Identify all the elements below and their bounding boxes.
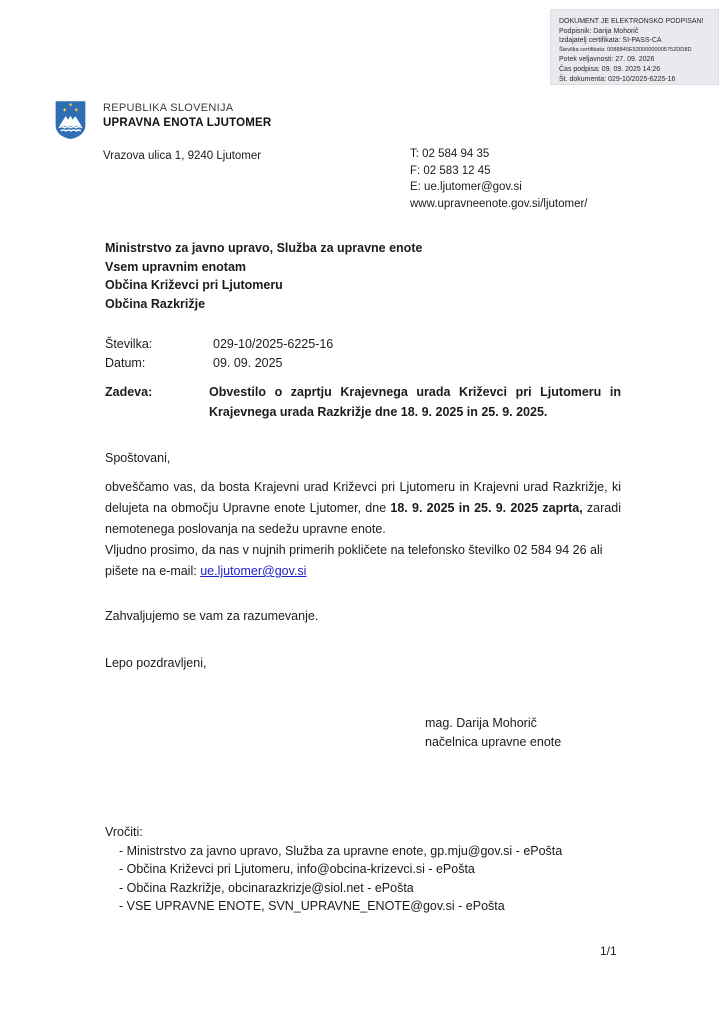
subject-label: Zadeva: bbox=[105, 385, 153, 399]
delivery-item: - VSE UPRAVNE ENOTE, SVN_UPRAVNE_ENOTE@gov.si - ePošta bbox=[119, 899, 505, 913]
stamp-signer: Podpisnik: Darija Mohorič bbox=[559, 27, 639, 35]
signer-title: načelnica upravne enote bbox=[425, 735, 562, 749]
stamp-cert-number: Številka certifikata: 0088845E53000000005752DD8D bbox=[559, 46, 692, 53]
paragraph-text: zaradi nemotenega poslovanja na sedežu upravne enote. bbox=[105, 501, 621, 536]
electronic-signature-stamp bbox=[550, 9, 719, 85]
recipient-line: Občina Križevci pri Ljutomeru bbox=[105, 278, 283, 292]
letterhead-office: UPRAVNA ENOTA LJUTOMER bbox=[103, 117, 272, 129]
recipient-line: Vsem upravnim enotam bbox=[105, 259, 247, 274]
reference-number-label: Številka: bbox=[105, 337, 153, 351]
closure-dates-bold: 18. 9. 2025 in 25. 9. 2025 zaprta, bbox=[390, 501, 583, 515]
letterhead-address: Vrazova ulica 1, 9240 Ljutomer bbox=[103, 150, 262, 162]
stamp-validity: Potek veljavnosti: 27. 09. 2026 bbox=[559, 56, 655, 64]
closing-line: Lepo pozdravljeni, bbox=[105, 656, 207, 670]
contact-email: E: ue.ljutomer@gov.si bbox=[410, 181, 522, 193]
delivery-item: - Ministrstvo za javno upravo, Služba za upravne enote, gp.mju@gov.si - ePošta bbox=[119, 843, 563, 858]
paragraph-contact-info bbox=[105, 540, 621, 582]
reference-date-value: 09. 09. 2025 bbox=[213, 356, 283, 370]
paragraph-closure-notice bbox=[105, 477, 621, 540]
recipient-line: Občina Razkrižje bbox=[105, 296, 206, 311]
contact-phone: T: 02 584 94 35 bbox=[410, 148, 490, 160]
reference-number-value: 029-10/2025-6225-16 bbox=[213, 337, 334, 351]
paragraph-text: obveščamo vas, da bosta Krajevni urad Križevci pri Ljutomeru in Krajevni urad Razkrižje, ki delujeta na območju Upravne enote Ljutomer, dne bbox=[105, 480, 621, 515]
thanks-line: Zahvaljujemo se vam za razumevanje. bbox=[105, 609, 319, 623]
email-link[interactable]: ue.ljutomer@gov.si bbox=[200, 564, 307, 578]
recipient-line: Ministrstvo za javno upravo, Služba za upravne enote bbox=[105, 241, 423, 255]
page-number: 1/1 bbox=[600, 944, 617, 958]
subject-text: Obvestilo o zaprtju Krajevnega urada Križevci pri Ljutomeru in Krajevnega urada Razkrižje dne 18. 9. 2025 in 25. 9. 2025. bbox=[209, 385, 621, 419]
contact-block bbox=[410, 146, 588, 212]
delivery-label: Vročiti: bbox=[105, 825, 143, 839]
contact-website: www.upravneenote.gov.si/ljutomer/ bbox=[410, 197, 588, 210]
stamp-cert-issuer: Izdajatelj certifikata: SI-PASS-CA bbox=[559, 37, 662, 45]
delivery-items bbox=[105, 842, 562, 916]
slovenia-coat-of-arms-icon bbox=[55, 100, 86, 140]
letterhead-country: REPUBLIKA SLOVENIJA bbox=[103, 102, 234, 114]
reference-block bbox=[105, 335, 333, 373]
delivery-item: - Občina Križevci pri Ljutomeru, info@obcina-krizevci.si - ePošta bbox=[119, 862, 475, 876]
reference-date-row bbox=[105, 354, 333, 373]
signer-name: mag. Darija Mohorič bbox=[425, 716, 537, 730]
contact-fax: F: 02 583 12 45 bbox=[410, 164, 491, 177]
subject-block bbox=[105, 382, 621, 422]
recipients-block bbox=[105, 239, 422, 313]
reference-date-label: Datum: bbox=[105, 356, 146, 370]
signature-block bbox=[425, 714, 561, 752]
paragraph-text: Vljudno prosimo, da nas v nujnih primerih pokličete na telefonsko številko 02 584 94 26 ali pišete na e-mail: bbox=[105, 543, 603, 578]
stamp-title: DOKUMENT JE ELEKTRONSKO PODPISAN! bbox=[559, 18, 704, 25]
delivery-block bbox=[105, 823, 562, 916]
salutation: Spoštovani, bbox=[105, 451, 171, 465]
reference-number-row bbox=[105, 335, 333, 354]
delivery-item: - Občina Razkrižje, obcinarazkrizje@siol.net - ePošta bbox=[119, 880, 414, 895]
stamp-sign-time: Čas podpisa: 09. 09. 2025 14:26 bbox=[559, 65, 661, 73]
stamp-doc-number: Št. dokumenta: 029-10/2025-6225-16 bbox=[559, 75, 676, 83]
letterhead bbox=[103, 102, 271, 129]
